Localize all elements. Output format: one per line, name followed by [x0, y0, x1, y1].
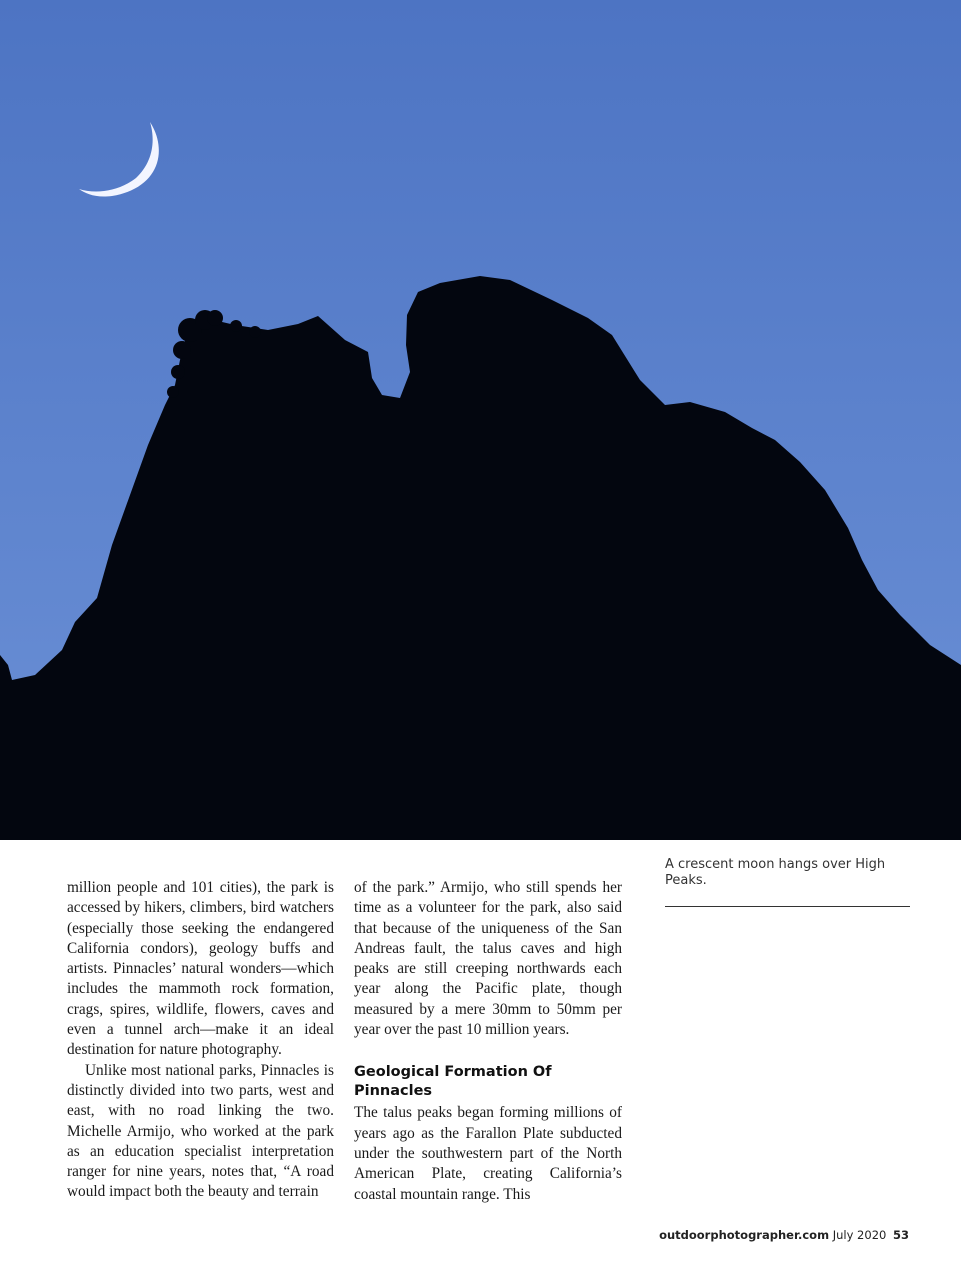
- article-column-2: [354, 878, 622, 1205]
- footer-issue: July 2020: [832, 1228, 887, 1242]
- body-paragraph: million people and 101 cities), the park is accessed by hikers, climbers, bird watchers (especially those seeking the endangered California condors), geology buffs and artists. Pinnacles’ natural wonders—which includes the mammoth rock formation, crags, spires, wildlife, flowers, caves and even a tunnel arch—make it an ideal destination for nature photography.: [67, 879, 334, 1059]
- footer-site: outdoorphotographer.com: [659, 1228, 830, 1242]
- body-paragraph: The talus peaks began forming millions of years ago as the Farallon Plate subducted under the southwestern part of the North American Plate, creating California’s coastal mountain range. This: [354, 1104, 622, 1203]
- page-footer: [659, 1228, 909, 1242]
- body-paragraph: of the park.” Armijo, who still spends her time as a volunteer for the park, also said that because of the uniqueness of the San Andreas fault, the talus caves and high peaks are still creeping northwards each year along the Pacific plate, though measured by a mere 30mm to 50mm per year over the past 10 million years.: [354, 879, 622, 1039]
- caption-divider: [665, 906, 910, 907]
- body-paragraph: Unlike most national parks, Pinnacles is distinctly divided into two parts, west and east, with no road linking the two. Michelle Armijo, who worked at the park as an education specialist interpretation ranger for nine years, notes that, “A road would impact both the beauty and terrain: [67, 1061, 334, 1201]
- section-subhead: Geological Formation Of Pinnacles: [354, 1064, 552, 1100]
- photo-caption: A crescent moon hangs over High Peaks.: [665, 857, 886, 888]
- article-column-1: [67, 878, 334, 1203]
- page-number: 53: [892, 1228, 909, 1242]
